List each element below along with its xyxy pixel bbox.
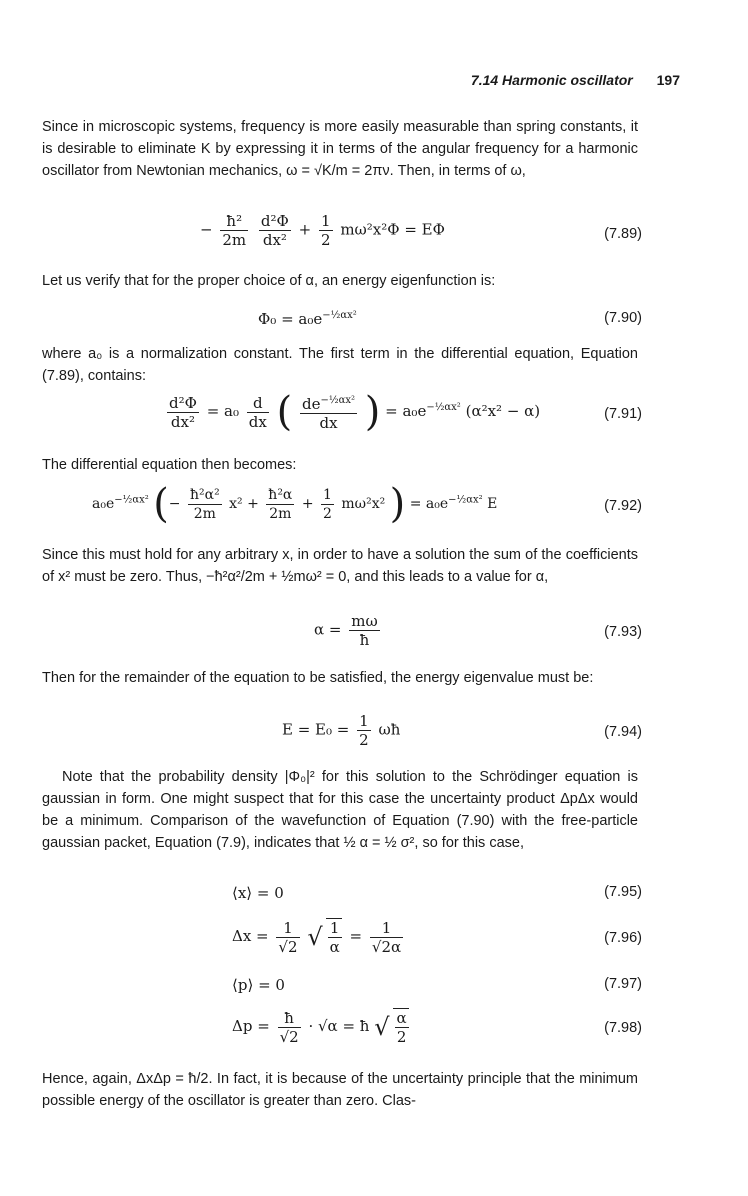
eq89-plus: + — [298, 220, 312, 239]
eq91-tail: (α²x² − α) — [465, 402, 541, 420]
paragraph-8: Hence, again, ΔxΔp = ħ/2. In fact, it is because of the uncertainty principle that the minimum possible energy of the oscillator is greater than zero. Clas- — [42, 1071, 638, 1109]
equation-7-93 — [0, 612, 748, 658]
eq95-label: (7.95) — [604, 884, 642, 900]
equation-7-95 — [0, 884, 748, 910]
equation-7-98: Δp = $\frac{ħ}{√2}$ · √α = ħ √ $\frac{\alpha}{2}$ (7.98) — [232, 1008, 642, 1046]
eq89-rest: mω²x²Φ = EΦ — [340, 220, 445, 239]
eq92-t2: ħ²α — [268, 486, 293, 503]
eq96-label: (7.96) — [604, 930, 642, 946]
eq92-t3: 1 — [323, 486, 332, 503]
eq91-d: d — [247, 394, 269, 413]
eq96-lhs: Δx = — [232, 927, 269, 945]
eq98-mid: · √α = ħ — [308, 1017, 370, 1035]
eq97-label: (7.97) — [604, 976, 642, 992]
eq89-hbar2: ħ² — [220, 212, 248, 231]
eq96-root: 1 — [328, 919, 342, 938]
page-number: 197 — [656, 72, 680, 88]
paragraph-4: The differential equation then becomes: — [42, 457, 297, 473]
eq90-body: Φ₀ = a₀e — [258, 310, 323, 328]
eq92-plus2: + — [301, 496, 314, 512]
eq92-pre: a₀e — [92, 496, 115, 512]
eq94-lhs: E = E₀ = — [282, 720, 350, 739]
eq90-exponent: −½αx² — [322, 310, 357, 321]
eq91-inner-dx: dx — [319, 414, 338, 432]
running-header — [471, 72, 680, 88]
eq92-t3den: 2 — [323, 505, 332, 522]
eq91-rhs-exp: −½αx² — [426, 402, 461, 413]
eq98-lhs: Δp = — [232, 1017, 270, 1035]
eq92-t1: ħ²α² — [189, 486, 220, 503]
eq92-E: E — [487, 496, 498, 512]
eq90-label: (7.90) — [604, 310, 642, 326]
eq89-label: (7.89) — [604, 226, 642, 242]
eq97-body: ⟨p⟩ = 0 — [232, 976, 285, 994]
paragraph-3: where a₀ is a normalization constant. The first term in the differential equation, Equation (7.89), contains: — [42, 346, 638, 384]
equation-7-92: $a_0e^{-\frac{1}{2}\alpha x^2}$ (− $\frac{\text{ħ²α²}}{2m}$ x² + $\frac{\text{ħ²α}}{2m}$ + $\frac{1}{2}$ mω²x² ) = $a_0e^{-\frac{1}{2}\alpha x^2}$ E (7.92) — [92, 481, 642, 527]
eq94-den: 2 — [359, 731, 369, 749]
eq98-rden: 2 — [396, 1028, 407, 1046]
eq92-rhs-exp: −½αx² — [448, 494, 483, 506]
eq94-label: (7.94) — [604, 724, 642, 740]
eq95-body: ⟨x⟩ = 0 — [232, 884, 284, 902]
eq96-eq: = — [349, 927, 363, 945]
eq93-label: (7.93) — [604, 624, 642, 640]
eq91-label: (7.91) — [604, 406, 642, 422]
eq91-d2phi: d²Φ — [169, 393, 197, 412]
equation-7-90 — [0, 308, 748, 336]
eq98-rnum: α — [396, 1009, 407, 1027]
eq92-t1den: 2m — [193, 505, 216, 522]
eq91-rhs: = a₀e — [385, 402, 427, 420]
eq96-d1: √2 — [278, 937, 298, 956]
eq89-d2phi: d²Φ — [260, 212, 289, 230]
eq89-2m: 2m — [222, 231, 247, 249]
equation-7-97 — [0, 976, 748, 1002]
eq92-x2: x² — [229, 496, 243, 512]
section-title: 7.14 Harmonic oscillator — [470, 72, 633, 88]
eq96-rootden: α — [329, 938, 340, 956]
paragraph-5: Since this must hold for any arbitrary x, in order to have a solution the sum of the coefficients of x² must be zero. Thus, −ħ²α²/2m + ½mω² = 0, and this leads to a value for α, — [42, 547, 638, 585]
eq92-plus: + — [247, 496, 259, 512]
equation-7-96: Δx = $\frac{1}{√2}$ √ $\frac{1}{\alpha}$ = $\frac{1}{√2\alpha}$ (7.96) — [232, 918, 642, 956]
equation-7-91: $\frac{\text{d²Φ}}{\text{dx²}}$ = a₀ $\frac{d}{dx}$ ( $\frac{de^{-\frac{1}{2}\alpha x^2}}{dx}$ ) = $a_0e^{-\frac{1}{2}\alpha x^2}$ (α²x² − α) (7.91) — [169, 389, 642, 435]
eq96-n2: 1 — [370, 919, 403, 938]
paragraph-1: Since in microscopic systems, frequency is more easily measurable than spring constants, it is desirable to eliminate K by expressing it in terms of the angular frequency for a harmonic oscillator from Newtonian mechanics, ω = √K/m = 2πν. Then, in terms of ω, — [42, 119, 638, 179]
eq91-mid: = a₀ — [206, 402, 239, 420]
paragraph-2: Let us verify that for the proper choice of α, an energy eigenfunction is: — [42, 273, 496, 289]
eq89-two: 2 — [320, 231, 331, 249]
eq98-n1: ħ — [278, 1009, 301, 1028]
eq98-d1: √2 — [279, 1027, 299, 1046]
eq92-rhs: = a₀e — [409, 496, 449, 512]
eq89-dx2: dx² — [262, 231, 287, 249]
eq89-one: 1 — [320, 212, 331, 230]
eq91-dx2: dx² — [170, 412, 195, 431]
eq98-label: (7.98) — [604, 1020, 642, 1036]
eq93-num: mω — [351, 612, 378, 630]
eq96-n1: 1 — [276, 919, 299, 938]
eq92-t3rest: mω²x² — [341, 496, 386, 512]
eq93-den: ħ — [359, 631, 370, 649]
paragraph-6: Then for the remainder of the equation to be satisfied, the energy eigenvalue must be: — [42, 670, 594, 686]
paragraph-7: Note that the probability density |Φ₀|² for this solution to the Schrödinger equation is gaussian in form. One might suspect that for this case the uncertainty product ΔpΔx would be a minimum. Comparison of the wavefunction of Equation (7.90) with the free-particle gaussian packet, Equation (7.9), indicates that ½ α = ½ σ², so for this case, — [42, 769, 638, 851]
eq91-inner-exp: −½αx² — [320, 395, 355, 406]
eq94-rest: ωħ — [378, 720, 401, 739]
eq93-lhs: α = — [314, 620, 342, 639]
equation-7-89: − $\frac{\text{ħ²}}{2m}$ $\frac{\text{d²Φ}}{\text{dx²}}$ + $\frac{1}{2}$ mω²x²Φ = EΦ (7.89) — [200, 212, 642, 249]
eq92-label: (7.92) — [604, 498, 642, 514]
eq92-pre-exp: −½αx² — [114, 494, 149, 506]
equation-7-94 — [0, 712, 748, 758]
eq96-d2: √2α — [371, 937, 402, 956]
eq92-t2den: 2m — [269, 505, 292, 522]
eq94-num: 1 — [359, 712, 369, 730]
eq91-inner: de — [302, 395, 321, 413]
eq91-dx: dx — [248, 412, 267, 431]
